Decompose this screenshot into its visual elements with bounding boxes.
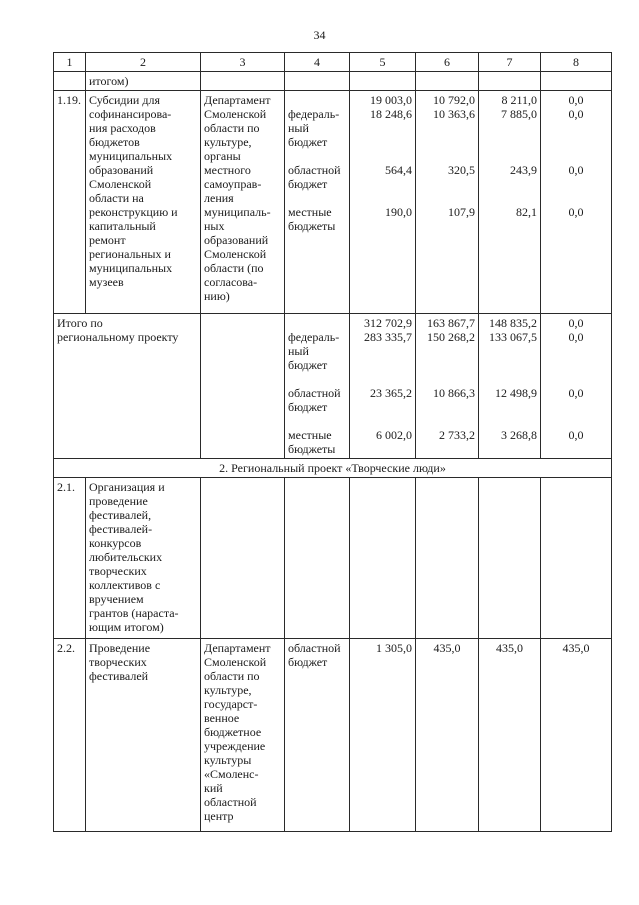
- funding-sources: федераль- ный бюджет областной бюджет местные бюджеты: [285, 314, 350, 459]
- table-row-1-19: [54, 91, 612, 314]
- header-cell: 3: [201, 53, 285, 72]
- header-cell: 8: [541, 53, 612, 72]
- funding-sources: федераль- ный бюджет областной бюджет местные бюджеты: [285, 91, 350, 314]
- header-cell: 2: [86, 53, 201, 72]
- table-row-2-2: [54, 639, 612, 832]
- col-6-values: 10 792,0 10 363,6 320,5 107,9: [416, 91, 479, 314]
- page-number: 34: [313, 28, 326, 42]
- row-executor: Департамент Смоленской области по культуре, государст- венное бюджетное учреждение культуры «Смоленс- кий областной центр: [201, 639, 285, 832]
- row-number: 2.1.: [54, 478, 86, 639]
- col-5-values: 1 305,0: [350, 639, 416, 832]
- col-7-values: 148 835,2 133 067,5 12 498,9 3 268,8: [479, 314, 541, 459]
- col-7-values: 8 211,0 7 885,0 243,9 82,1: [479, 91, 541, 314]
- section-title: 2. Региональный проект «Творческие люди»: [54, 459, 612, 478]
- header-row: [54, 53, 612, 72]
- row-number: 2.2.: [54, 639, 86, 832]
- col-8-values: 0,0 0,0 0,0 0,0: [541, 314, 612, 459]
- header-cell: 6: [416, 53, 479, 72]
- continuation-row: [54, 72, 612, 91]
- continuation-text: итогом): [86, 72, 201, 91]
- budget-table: [53, 52, 612, 832]
- row-number: 1.19.: [54, 91, 86, 314]
- col-5-values: 312 702,9 283 335,7 23 365,2 6 002,0: [350, 314, 416, 459]
- col-7-values: 435,0: [479, 639, 541, 832]
- header-cell: 7: [479, 53, 541, 72]
- funding-sources: областной бюджет: [285, 639, 350, 832]
- col-8-values: 0,0 0,0 0,0 0,0: [541, 91, 612, 314]
- section-row: [54, 459, 612, 478]
- col-6-values: 163 867,7 150 268,2 10 866,3 2 733,2: [416, 314, 479, 459]
- table-row-total: [54, 314, 612, 459]
- header-cell: 1: [54, 53, 86, 72]
- row-name: Субсидии для софинансирова- ния расходов бюджетов муниципальных образований Смоленской области на реконструкцию и капитальный ремонт региональных и муниципальных музеев: [86, 91, 201, 314]
- col-8-values: 435,0: [541, 639, 612, 832]
- total-label: Итого по региональному проекту: [54, 314, 201, 459]
- table-row-2-1: [54, 478, 612, 639]
- col-5-values: 19 003,0 18 248,6 564,4 190,0: [350, 91, 416, 314]
- row-executor: Департамент Смоленской области по культуре, органы местного самоуправ- ления муниципаль- ных образований Смоленской области (по согласова- нию): [201, 91, 285, 314]
- row-name: Организация и проведение фестивалей, фестивалей- конкурсов любительских творческих коллективов с вручением грантов (нараста- ющим итогом): [86, 478, 201, 639]
- row-name: Проведение творческих фестивалей: [86, 639, 201, 832]
- header-cell: 4: [285, 53, 350, 72]
- col-6-values: 435,0: [416, 639, 479, 832]
- header-cell: 5: [350, 53, 416, 72]
